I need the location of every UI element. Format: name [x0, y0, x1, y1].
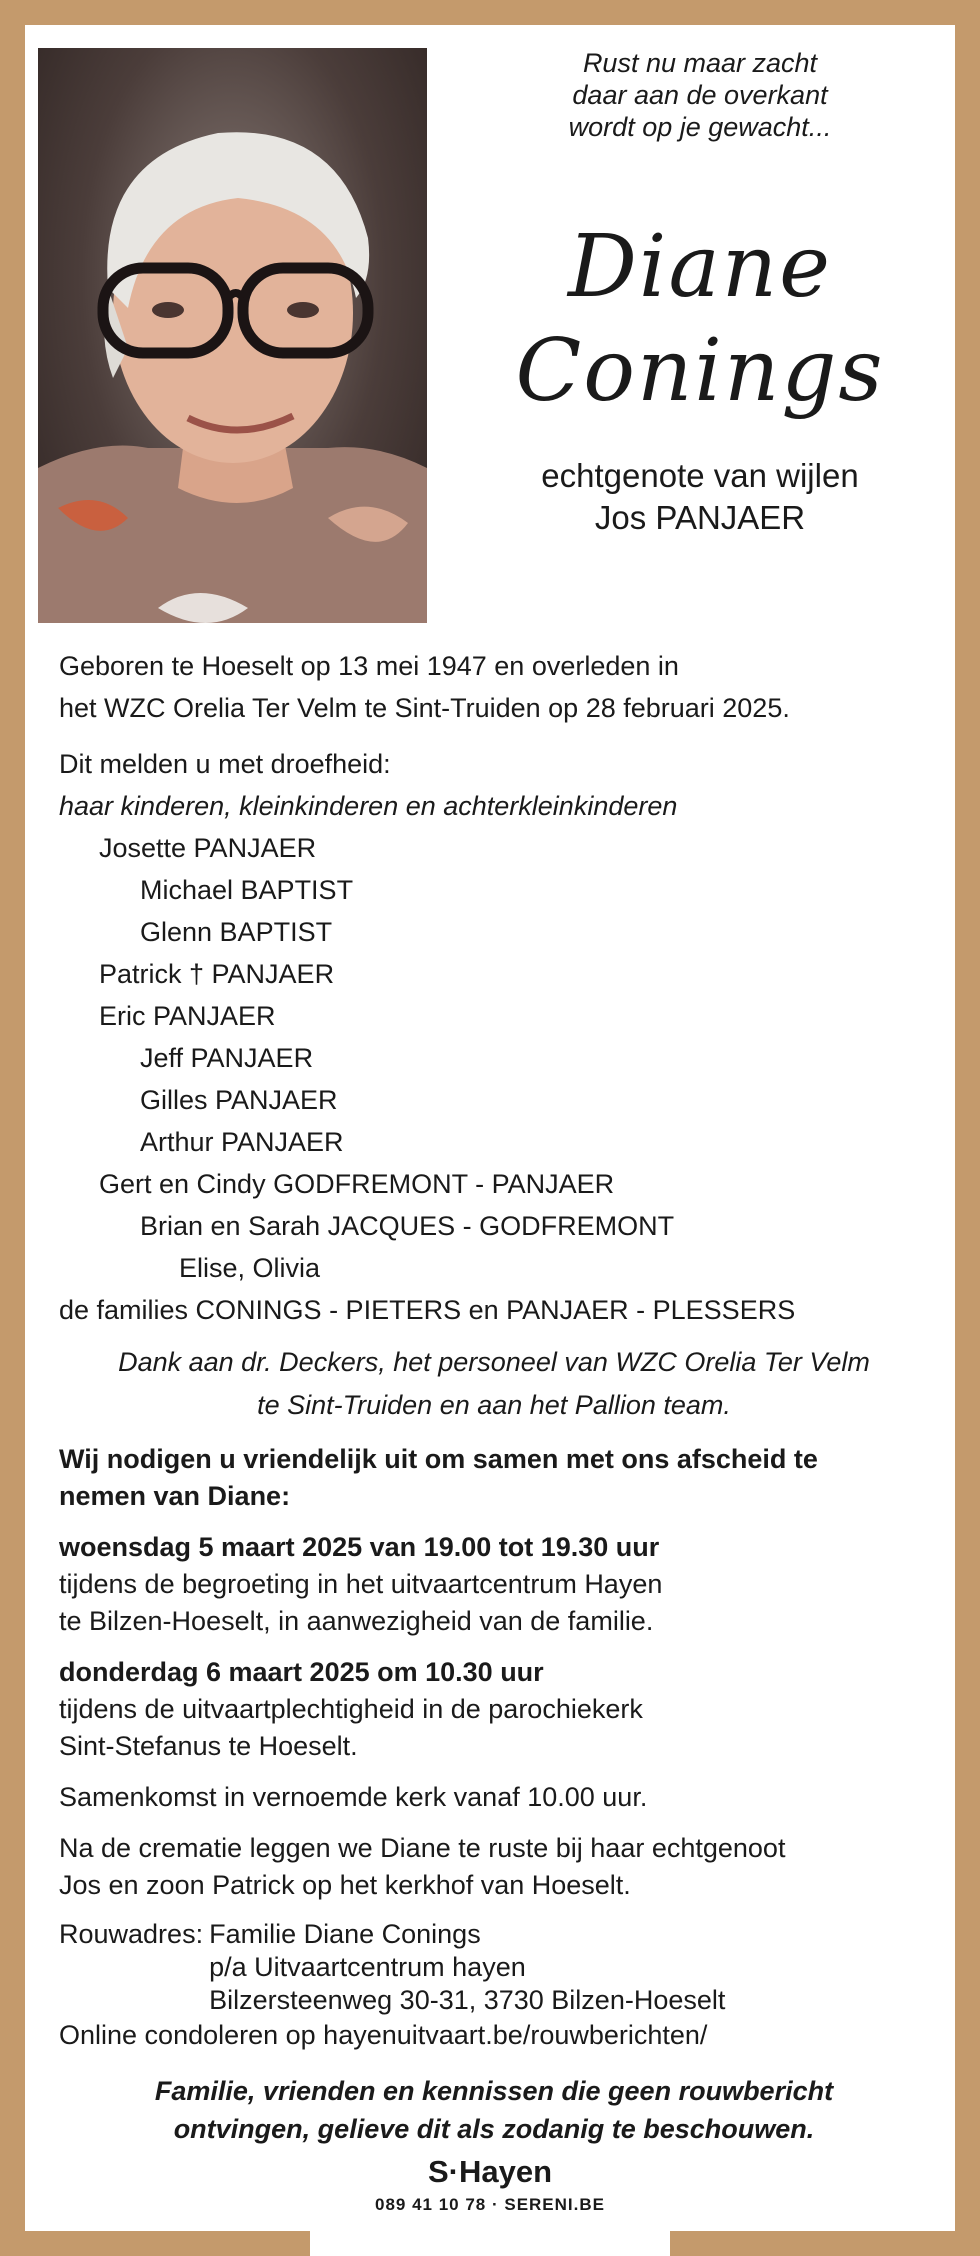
- gathering-line: Samenkomst in vernoemde kerk vanaf 10.00 uur.: [59, 1782, 648, 1812]
- death-line: het WZC Orelia Ter Velm te Sint-Truiden op 28 februari 2025.: [59, 693, 790, 723]
- mourning-address: [59, 1918, 929, 2017]
- address-line: Bilzersteenweg 30-31, 3730 Bilzen-Hoeselt: [209, 1985, 726, 2015]
- thanks-line: te Sint-Truiden en aan het Pallion team.: [257, 1390, 731, 1420]
- family-member: de families CONINGS - PIETERS en PANJAER - PLESSERS: [59, 1295, 796, 1325]
- family-member: Elise, Olivia: [179, 1253, 321, 1283]
- poem-line: daar aan de overkant: [572, 80, 828, 110]
- family-list: [59, 827, 929, 1331]
- family-member: Brian en Sarah JACQUES - GODFREMONT: [140, 1211, 675, 1241]
- invitation-line: Wij nodigen u vriendelijk uit om samen met ons afscheid te: [59, 1444, 818, 1474]
- birth-line: Geboren te Hoeselt op 13 mei 1947 en overleden in: [59, 651, 679, 681]
- invitation-line: nemen van Diane:: [59, 1481, 291, 1511]
- funeral-home-contact: 089 41 10 78 · SERENI.BE: [374, 2195, 605, 2214]
- cremation-line: Jos en zoon Patrick op het kerkhof van Hoeselt.: [59, 1870, 631, 1900]
- event-funeral: [59, 1654, 929, 1765]
- deceased-name: [445, 215, 955, 423]
- invitation: [59, 1441, 929, 1515]
- cremation-line: Na de crematie leggen we Diane te ruste bij haar echtgenoot: [59, 1833, 786, 1863]
- family-member: Patrick † PANJAER: [99, 959, 335, 989]
- family-member: Arthur PANJAER: [140, 1127, 344, 1157]
- family-member: Gilles PANJAER: [140, 1085, 338, 1115]
- thanks-line: Dank aan dr. Deckers, het personeel van WZC Orelia Ter Velm: [118, 1347, 870, 1377]
- funeral-home-footer: [310, 2152, 670, 2256]
- last-name: Conings: [515, 321, 885, 421]
- online-condolence-link[interactable]: Online condoleren op hayenuitvaart.be/rouwberichten/: [59, 2020, 708, 2050]
- event-funeral-detail: tijdens de uitvaartplechtigheid in de parochiekerk: [59, 1694, 643, 1724]
- family-member: Gert en Cindy GODFREMONT - PANJAER: [99, 1169, 615, 1199]
- closing-note: [59, 2072, 929, 2148]
- family-member: Michael BAPTIST: [140, 875, 354, 905]
- event-viewing-detail: te Bilzen-Hoeselt, in aanwezigheid van de familie.: [59, 1606, 654, 1636]
- portrait-photo: [38, 48, 427, 623]
- event-viewing: [59, 1529, 929, 1640]
- address-line: p/a Uitvaartcentrum hayen: [209, 1952, 526, 1982]
- family-header: haar kinderen, kleinkinderen en achterkleinkinderen: [59, 791, 678, 821]
- first-name: Diane: [567, 217, 832, 317]
- family-member: Jeff PANJAER: [140, 1043, 314, 1073]
- birth-death-info: [59, 645, 929, 729]
- spouse-relation: echtgenote van wijlen: [541, 457, 859, 494]
- event-funeral-date: donderdag 6 maart 2025 om 10.30 uur: [59, 1657, 544, 1687]
- announcement: Dit melden u met droefheid:: [59, 749, 391, 779]
- address-line: Familie Diane Conings: [209, 1919, 481, 1949]
- family-section: [59, 743, 929, 1331]
- closing-line: ontvingen, gelieve dit als zodanig te beschouwen.: [173, 2114, 815, 2144]
- poem-line: Rust nu maar zacht: [582, 48, 818, 78]
- spouse-info: [455, 455, 945, 539]
- spouse-name: Jos PANJAER: [594, 499, 806, 536]
- event-viewing-detail: tijdens de begroeting in het uitvaartcentrum Hayen: [59, 1569, 663, 1599]
- funeral-home-logo: S·Hayen: [427, 2154, 553, 2189]
- thanks-note: [59, 1341, 929, 1427]
- obituary-card: [25, 25, 955, 2231]
- address-label: Rouwadres:: [59, 1919, 204, 1949]
- closing-line: Familie, vrienden en kennissen die geen rouwbericht: [154, 2076, 834, 2106]
- family-member: Eric PANJAER: [99, 1001, 276, 1031]
- family-member: Glenn BAPTIST: [140, 917, 333, 947]
- poem-line: wordt op je gewacht...: [568, 112, 832, 142]
- poem: [455, 47, 945, 143]
- event-funeral-detail: Sint-Stefanus te Hoeselt.: [59, 1731, 358, 1761]
- family-member: Josette PANJAER: [99, 833, 317, 863]
- event-viewing-date: woensdag 5 maart 2025 van 19.00 tot 19.30 uur: [59, 1532, 660, 1562]
- cremation-note: [59, 1830, 929, 1904]
- obituary-body: [59, 645, 929, 2148]
- gathering-note: [59, 1779, 929, 1816]
